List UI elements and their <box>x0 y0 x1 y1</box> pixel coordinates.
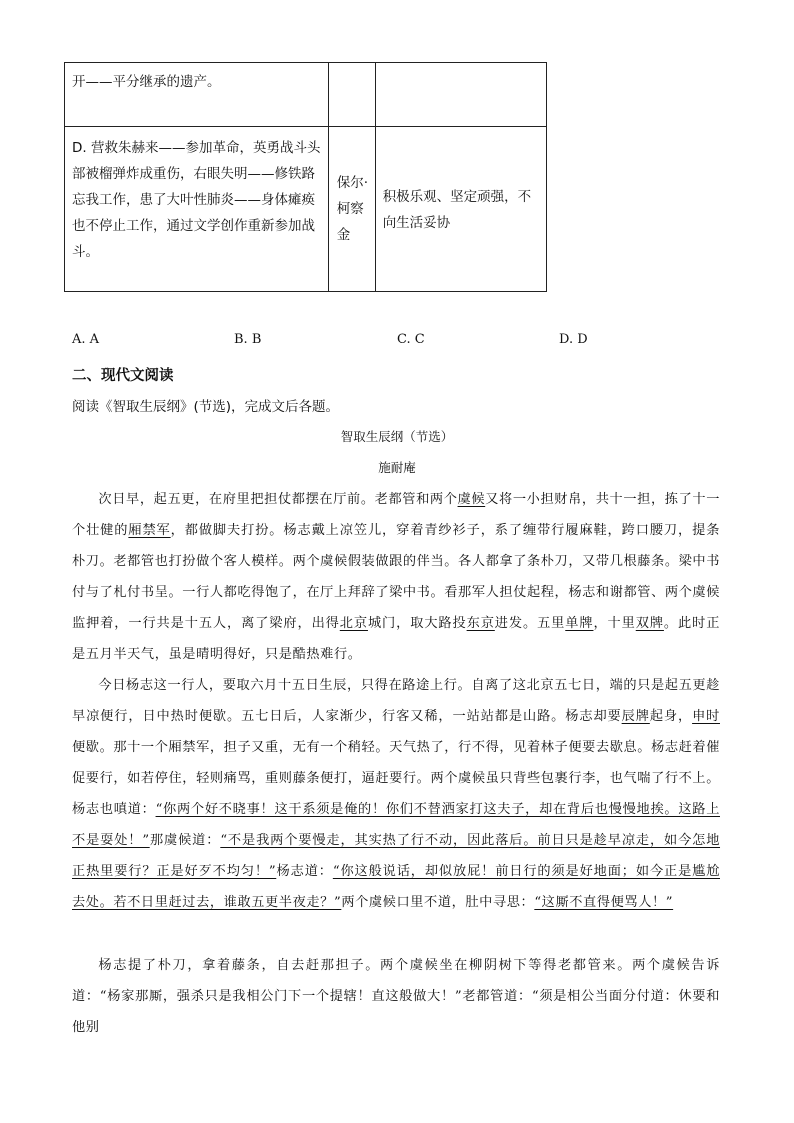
table-cell-event <box>65 127 329 292</box>
reading-instruction: 阅读《智取生辰纲》(节选)，完成文后各题。 <box>72 399 340 415</box>
option-b[interactable]: B. B <box>234 332 262 347</box>
event-text: D. 营救朱赫来——参加革命，英勇战斗头部被榴弹炸成重伤，右眼失明——修铁路忘我工作，患了大叶性肺炎——身体瘫痪也不停止工作，通过文学创作重新参加战斗。 <box>72 140 321 260</box>
table-cell-event <box>65 63 329 127</box>
event-text: 开——平分继承的遗产。 <box>72 74 221 90</box>
option-a[interactable]: A. A <box>72 332 100 347</box>
option-d[interactable]: D. D <box>559 332 588 347</box>
option-c[interactable]: C. C <box>397 332 425 347</box>
section-heading: 二、现代文阅读 <box>72 368 174 384</box>
passage-paragraph-1: 次日早，起五更，在府里把担仗都摆在厅前。老都管和两个虞候又将一小担财帛，共十一担，拣了十一个壮健的厢禁军，都做脚夫打扮。杨志戴上凉笠儿，穿着青纱衫子，系了缠带行履麻鞋，跨口腰刀，提条朴刀。老都管也打扮做个客人模样。两个虞候假装做跟的伴当。各人都拿了条朴刀，又带几根藤条。梁中书付与了札付书呈。一行人都吃得饱了，在厅上拜辞了梁中书。看那军人担仗起程，杨志和谢都管、两个虞候监押着，一行共是十五人，离了梁府，出得北京城门，取大路投东京进发。五里单牌，十里双牌。此时正是五月半天气，虽是晴明得好，只是酷热难行。 <box>72 492 721 662</box>
passage-title: 智取生辰纲（节选） <box>340 429 454 444</box>
passage-author: 施耐庵 <box>378 460 416 475</box>
table-cell-quality <box>375 127 546 292</box>
passage-paragraph-2: 今日杨志这一行人，要取六月十五日生辰，只得在路途上行。自离了这北京五七日，端的只是起五更趁早凉便行，日中热时便歇。五七日后，人家渐少，行客又稀，一站站都是山路。杨志却要辰牌起身，申时便歇。那十一个厢禁军，担子又重，无有一个稍轻。天气热了，行不得，见着林子便要去歇息。杨志赶着催促要行，如若停住，轻则痛骂，重则藤条便打，逼赶要行。两个虞候虽只背些包裹行李，也气喘了行不上。杨志也嗔道：“你两个好不晓事！这干系须是俺的！你们不替洒家打这夫子，却在背后也慢慢地挨。这路上不是耍处！”那虞候道：“不是我两个要慢走，其实热了行不动，因此落后。前日只是趁早凉走，如今怎地正热里要行？正是好歹不均匀！”杨志道：“你这般说话，却似放屁！前日行的须是好地面；如今正是尴尬去处。若不日里赶过去，谁敢五更半夜走？”两个虞候口里不道，肚中寻思：“这厮不直得便骂人！” <box>72 678 721 910</box>
table-cell-person <box>328 127 375 292</box>
quality-text: 积极乐观、坚定顽强，不向生活妥协 <box>382 189 532 231</box>
passage-paragraph-3: 杨志提了朴刀，拿着藤条，自去赶那担子。两个虞候坐在柳阴树下等得老都管来。两个虞候告诉道：“杨家那厮，强杀只是我相公门下一个提辖！直这般做大！”老都管道：“须是相公当面分付道：休要和他别 <box>72 958 720 1035</box>
table-cell-person <box>328 63 375 127</box>
person-text: 保尔·柯察金 <box>336 175 369 243</box>
table-cell-quality <box>375 63 546 127</box>
question-table <box>64 62 547 292</box>
